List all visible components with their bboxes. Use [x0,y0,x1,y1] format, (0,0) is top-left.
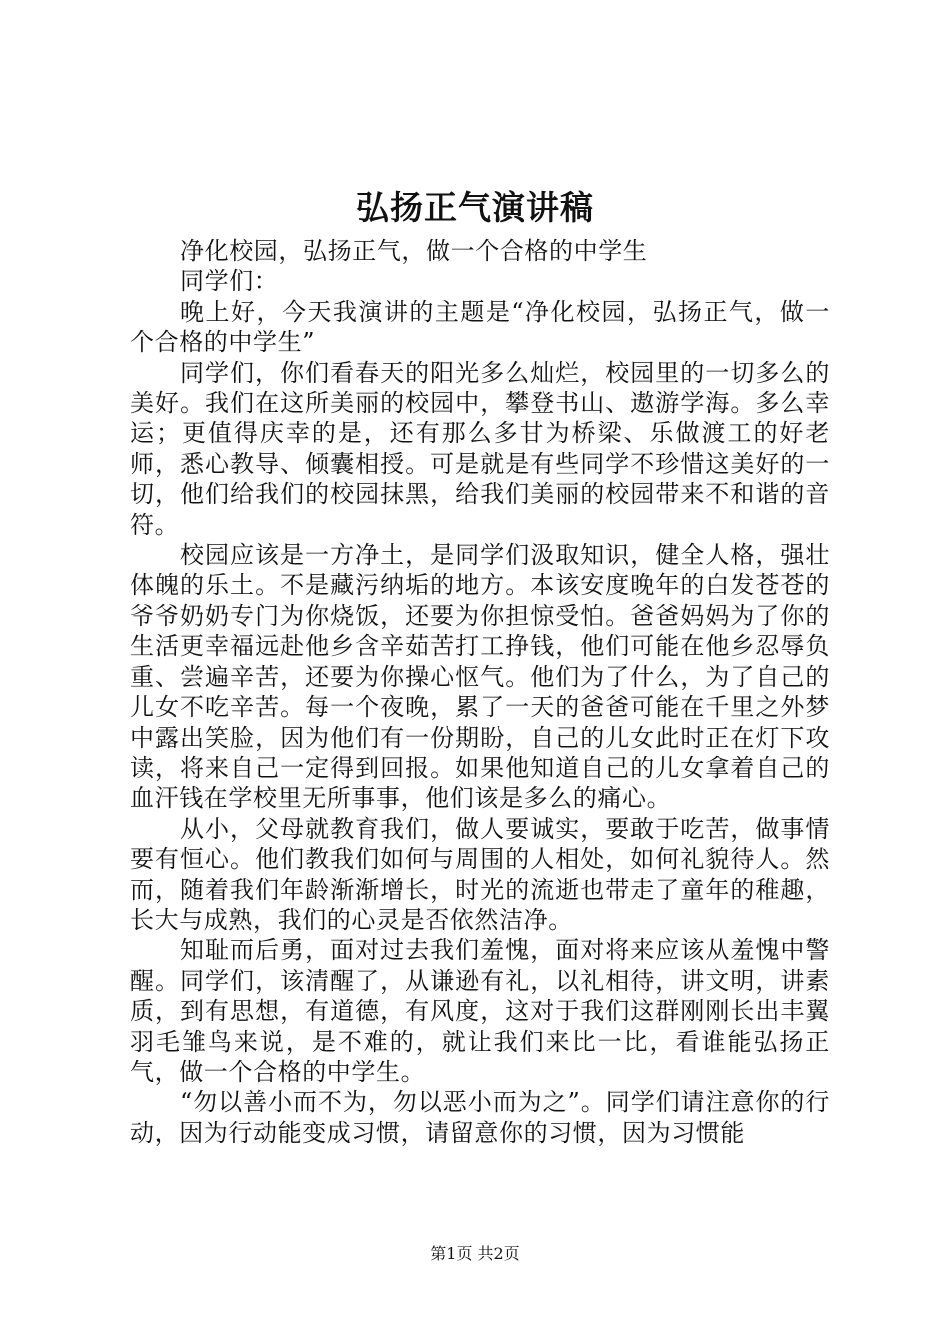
paragraph: 晚上好，今天我演讲的主题是“净化校园，弘扬正气，做一个合格的中学生” [130,297,830,357]
paragraph: 校园应该是一方净土，是同学们汲取知识，健全人格，强壮体魄的乐土。不是藏污纳垢的地方。本该安度晚年的白发苍苍的爷爷奶奶专门为你烧饭，还要为你担惊受怕。爸爸妈妈为了你的生活更幸福远赴他乡含辛茹苦打工挣钱，他们可能在他乡忍辱负重、尝遍辛苦，还要为你操心怄气。他们为了什么，为了自己的儿女不吃辛苦。每一个夜晚，累了一天的爸爸可能在千里之外梦中露出笑脸，因为他们有一份期盼，自己的儿女此时正在灯下攻读，将来自己一定得到回报。如果他知道自己的儿女拿着自己的血汗钱在学校里无所事事，他们该是多么的痛心。 [130,541,830,813]
paragraph: 同学们，你们看春天的阳光多么灿烂，校园里的一切多么的美好。我们在这所美丽的校园中，攀登书山、遨游学海。多么幸运；更值得庆幸的是，还有那么多甘为桥梁、乐做渡工的好老师，悉心教导、倾囊相授。可是就是有些同学不珍惜这美好的一切，他们给我们的校园抹黑，给我们美丽的校园带来不和谐的音符。 [130,358,830,539]
paragraph: 从小，父母就教育我们，做人要诚实，要敢于吃苦，做事情要有恒心。他们教我们如何与周围的人相处，如何礼貌待人。然而，随着我们年龄渐渐增长，时光的流逝也带走了童年的稚趣，长大与成熟，我们的心灵是否依然洁净。 [130,814,830,934]
paragraph: 净化校园，弘扬正气，做一个合格的中学生 [180,237,648,265]
paragraph: 知耻而后勇，面对过去我们羞愧，面对将来应该从羞愧中警醒。同学们，该清醒了，从谦逊有礼，以礼相待，讲文明，讲素质，到有思想，有道德，有风度，这对于我们这群刚刚长出丰翼羽毛雏鸟来说，是不难的，就让我们来比一比，看谁能弘扬正气，做一个合格的中学生。 [130,936,830,1086]
document-body [130,236,830,1148]
page-footer: 第1页 共2页 [430,1244,520,1263]
paragraph: “勿以善小而不为，勿以恶小而为之”。同学们请注意你的行动，因为行动能变成习惯，请留意你的习惯，因为习惯能 [130,1088,830,1147]
paragraph: 同学们： [180,267,279,296]
page-title: 弘扬正气演讲稿 [356,188,594,227]
